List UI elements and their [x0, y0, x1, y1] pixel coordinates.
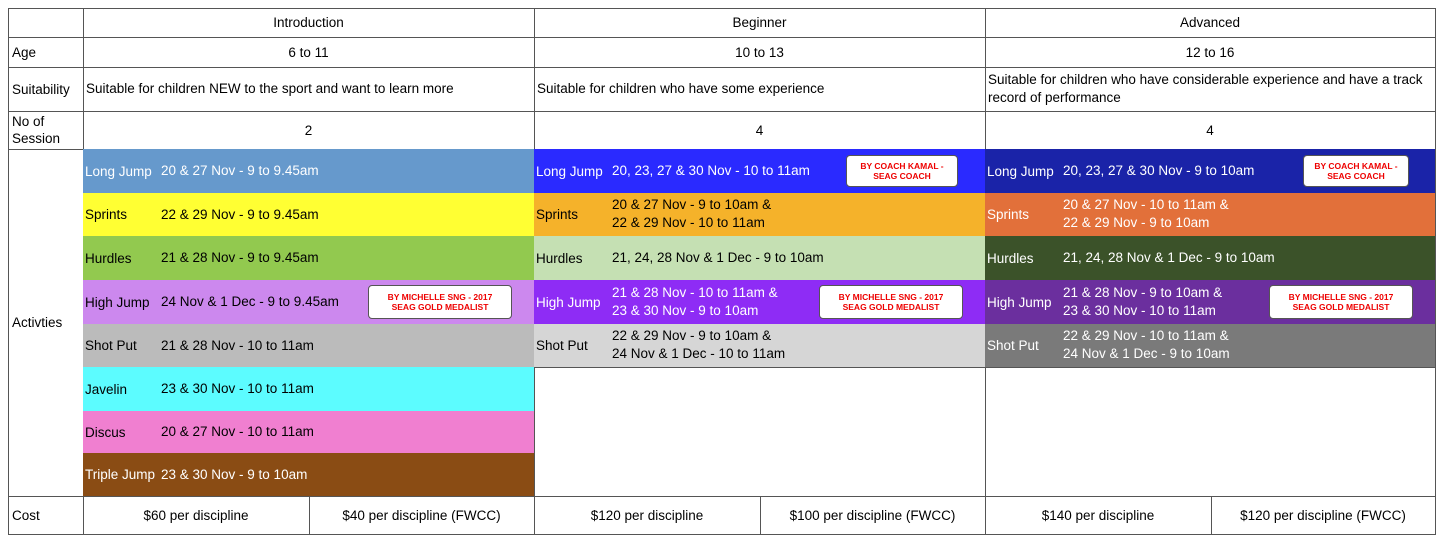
activity-dates-line1: 22 & 29 Nov - 10 to 11am & [1063, 328, 1229, 343]
cost-introduction-standard: $60 per discipline [83, 496, 310, 535]
age-beginner: 10 to 13 [534, 37, 986, 68]
sessions-label: No of Session [8, 111, 84, 150]
level-header-advanced: Advanced [985, 8, 1436, 38]
activity-name: Shot Put [536, 338, 588, 353]
activity-name: Sprints [987, 207, 1030, 222]
suitability-introduction: Suitable for children NEW to the sport and want to learn more [83, 67, 535, 112]
intro-activity-high-jump [83, 280, 535, 325]
activity-name: Sprints [85, 207, 128, 222]
suitability-advanced: Suitable for children who have considerable experience and have a track record of performance [985, 67, 1436, 112]
coach-badge-sng [1269, 285, 1413, 319]
badge-line: SEAG GOLD MEDALIST [842, 302, 940, 312]
activity-dates: 24 Nov & 1 Dec - 9 to 9.45am [161, 294, 339, 309]
badge-line: BY MICHELLE SNG - 2017 [1288, 292, 1394, 302]
activity-name: High Jump [536, 294, 601, 310]
activity-name: Hurdles [536, 250, 583, 266]
activity-name: Hurdles [987, 250, 1034, 266]
level-header-introduction: Introduction [83, 8, 535, 38]
activity-dates: 20 & 27 Nov - 9 to 9.45am [161, 163, 319, 178]
advanced-activity-high-jump [985, 280, 1436, 325]
age-introduction: 6 to 11 [83, 37, 535, 68]
cost-beginner-standard: $120 per discipline [534, 496, 761, 535]
advanced-activity-sprints [985, 193, 1436, 237]
activity-dates-line1: 22 & 29 Nov - 9 to 10am & [612, 328, 772, 343]
activity-dates: 21, 24, 28 Nov & 1 Dec - 9 to 10am [1063, 250, 1275, 265]
activity-dates-line1: 20 & 27 Nov - 9 to 10am & [612, 197, 772, 212]
activities-label: Activties [8, 149, 84, 497]
beginner-activity-sprints [534, 193, 986, 237]
cost-label: Cost [8, 496, 84, 535]
activity-name: Triple Jump [85, 467, 156, 482]
intro-activity-shot-put [83, 324, 535, 368]
activity-dates-line1: 20 & 27 Nov - 10 to 11am & [1063, 197, 1229, 212]
activity-name: Hurdles [85, 250, 132, 266]
beginner-activity-long-jump [534, 149, 986, 194]
suitability-label: Suitability [8, 67, 84, 112]
badge-line: BY MICHELLE SNG - 2017 [838, 292, 944, 302]
activity-name: Long Jump [987, 163, 1054, 179]
activity-dates: 23 & 30 Nov - 9 to 10am [161, 466, 308, 482]
badge-line: SEAG COACH [873, 171, 931, 181]
badge-line: BY MICHELLE SNG - 2017 [387, 292, 493, 302]
advanced-activity-hurdles [985, 236, 1436, 281]
activity-dates: 20, 23, 27 & 30 Nov - 9 to 10am [1063, 163, 1255, 178]
activity-name: Shot Put [85, 338, 137, 353]
sessions-advanced: 4 [985, 111, 1436, 150]
activity-dates: 20 & 27 Nov - 10 to 11am [161, 424, 314, 439]
sessions-introduction: 2 [83, 111, 535, 150]
activity-dates-line1: 21 & 28 Nov - 10 to 11am & [612, 285, 778, 300]
badge-line: SEAG GOLD MEDALIST [391, 302, 489, 312]
activity-name: High Jump [85, 294, 150, 310]
coach-badge-sng [368, 285, 512, 319]
coach-badge-kamal [846, 155, 958, 187]
badge-line: SEAG COACH [1327, 171, 1385, 181]
activity-dates-line2: 23 & 30 Nov - 9 to 10am [612, 303, 759, 318]
beginner-activity-high-jump [534, 280, 986, 325]
coach-badge-kamal [1303, 155, 1409, 187]
activity-name: Long Jump [85, 163, 152, 179]
badge-line: BY COACH KAMAL - [860, 161, 944, 171]
activity-name: High Jump [987, 294, 1052, 310]
activity-dates-line2: 23 & 30 Nov - 10 to 11am [1063, 303, 1216, 318]
badge-line: BY COACH KAMAL - [1314, 161, 1398, 171]
advanced-activity-shot-put [985, 324, 1436, 368]
header-corner [8, 8, 84, 38]
activity-dates: 21 & 28 Nov - 10 to 11am [161, 337, 314, 353]
cost-beginner-fwcc: $100 per discipline (FWCC) [760, 496, 986, 535]
advanced-activities-empty [985, 367, 1436, 497]
beginner-activities-empty [534, 367, 986, 497]
badge-line: SEAG GOLD MEDALIST [1292, 302, 1390, 312]
activity-dates: 21, 24, 28 Nov & 1 Dec - 9 to 10am [612, 250, 824, 265]
suitability-beginner: Suitable for children who have some experience [534, 67, 986, 112]
level-header-beginner: Beginner [534, 8, 986, 38]
intro-activity-sprints [83, 193, 535, 237]
activity-name: Sprints [536, 207, 579, 222]
activity-dates-line1: 21 & 28 Nov - 9 to 10am & [1063, 285, 1223, 300]
coach-badge-sng [819, 285, 963, 319]
age-label: Age [8, 37, 84, 68]
cost-advanced-fwcc: $120 per discipline (FWCC) [1211, 496, 1436, 535]
intro-activity-long-jump [83, 149, 535, 194]
activity-dates: 21 & 28 Nov - 9 to 9.45am [161, 250, 319, 265]
activity-name: Discus [85, 424, 126, 440]
intro-activity-triple-jump [83, 453, 535, 497]
activity-dates: 22 & 29 Nov - 9 to 9.45am [161, 206, 319, 222]
cost-advanced-standard: $140 per discipline [985, 496, 1212, 535]
activity-dates-line2: 24 Nov & 1 Dec - 9 to 10am [1063, 346, 1230, 361]
intro-activity-discus [83, 411, 535, 454]
beginner-activity-shot-put [534, 324, 986, 368]
activity-dates: 20, 23, 27 & 30 Nov - 10 to 11am [612, 163, 810, 178]
intro-activity-javelin [83, 367, 535, 412]
activity-name: Javelin [85, 381, 128, 397]
activity-dates-line2: 22 & 29 Nov - 9 to 10am [1063, 215, 1210, 230]
activity-dates-line2: 22 & 29 Nov - 10 to 11am [612, 215, 765, 230]
intro-activity-hurdles [83, 236, 535, 281]
cost-introduction-fwcc: $40 per discipline (FWCC) [309, 496, 535, 535]
activity-dates: 23 & 30 Nov - 10 to 11am [161, 381, 314, 396]
activity-dates-line2: 24 Nov & 1 Dec - 10 to 11am [612, 346, 786, 361]
beginner-activity-hurdles [534, 236, 986, 281]
activity-name: Shot Put [987, 338, 1039, 353]
advanced-activity-long-jump [985, 149, 1436, 194]
age-advanced: 12 to 16 [985, 37, 1436, 68]
activity-name: Long Jump [536, 163, 603, 179]
sessions-beginner: 4 [534, 111, 986, 150]
